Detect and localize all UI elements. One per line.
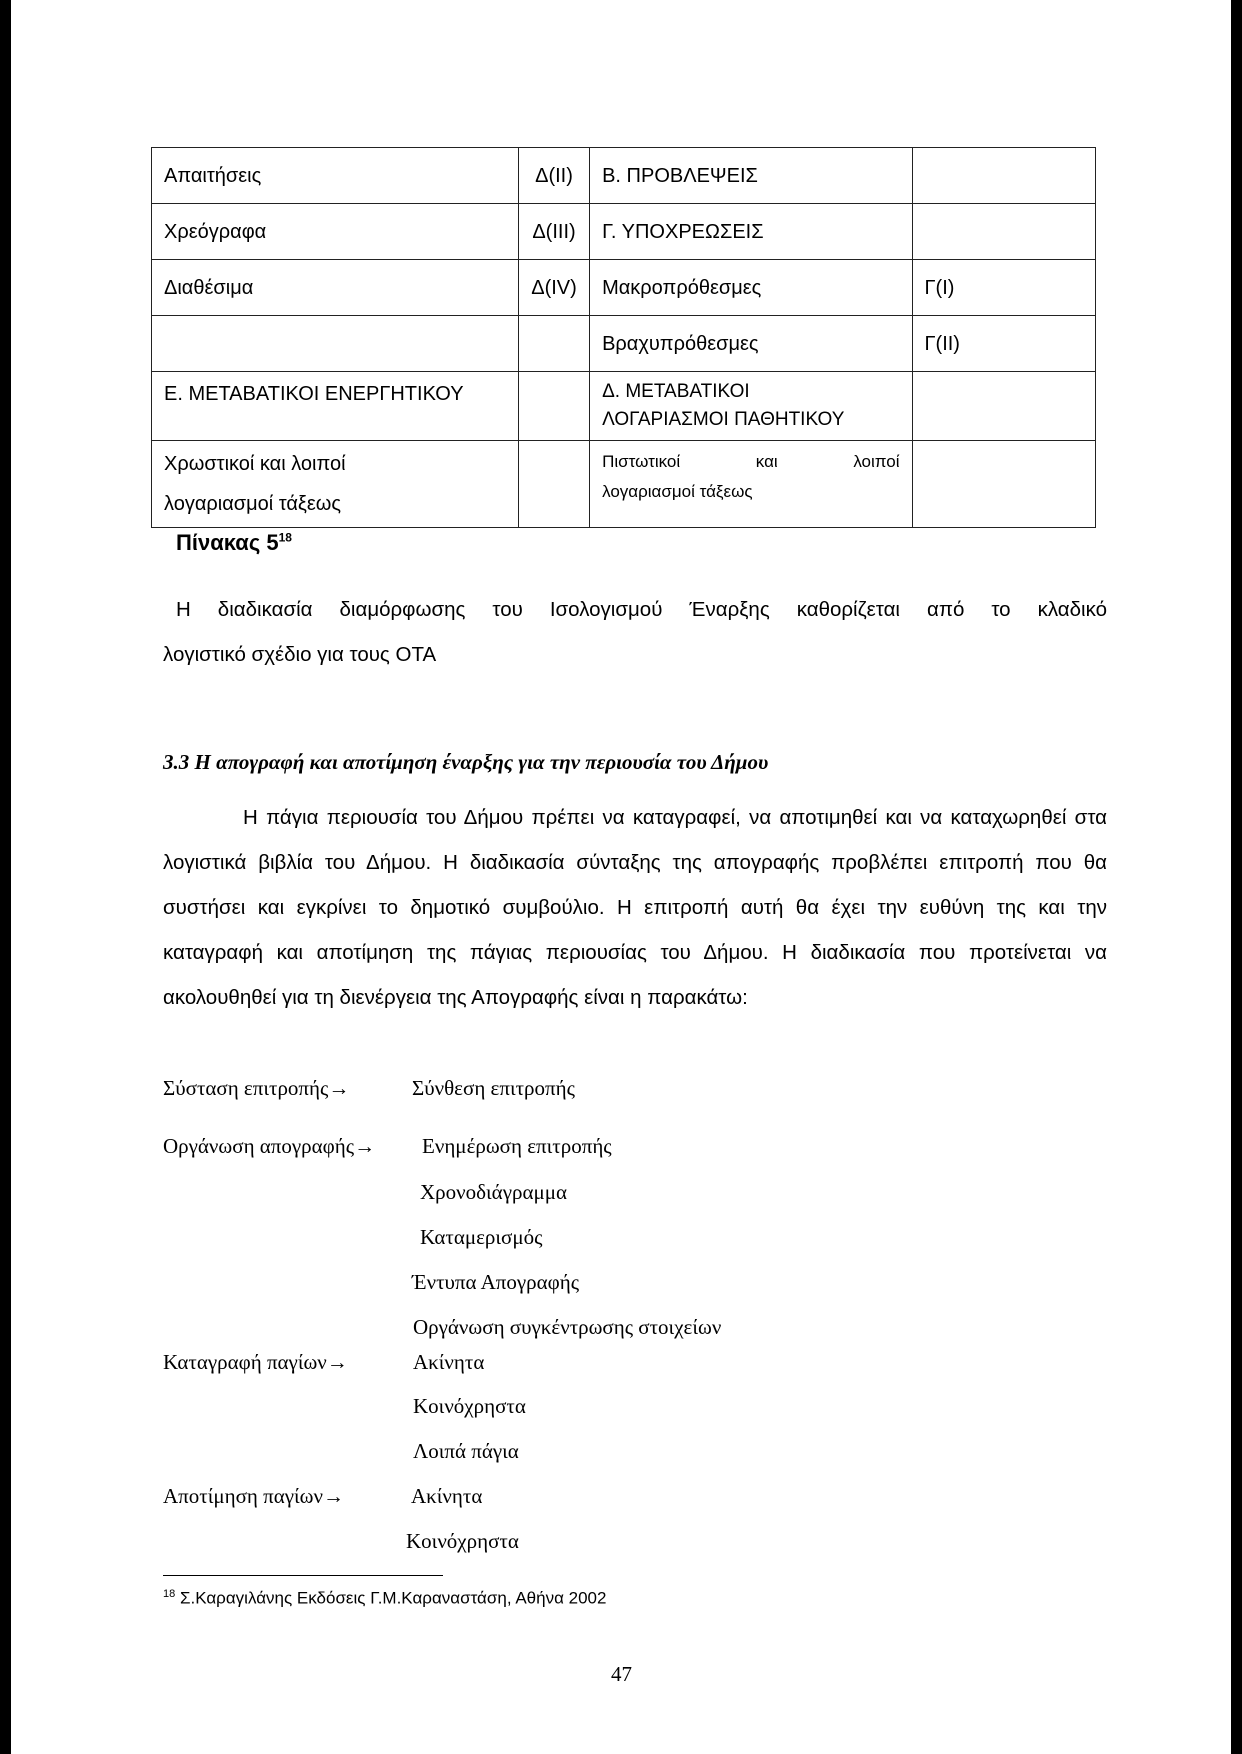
table-cell [912,372,1095,441]
footnote-ref: 18 [278,530,292,545]
procedure-step-label: Καταγραφή παγίων→ [163,1350,348,1374]
table-cell: Γ(II) [912,316,1095,372]
section-paragraph: Η πάγια περιουσία του Δήμου πρέπει να καταγραφεί, να αποτιμηθεί και να καταχωρηθεί στα λογιστικά βιβλία του Δήμου. Η διαδικασία σύνταξης της απογραφής προβλέπει επιτροπή που θα συστήσει και εγκρίνει το δημοτικό συμβούλιο. Η επιτροπή αυτή θα έχει την ευθύνη της και την καταγραφή και αποτίμηση της πάγιας περιουσίας του Δήμου. Η διαδικασία που προτείνεται να ακολουθηθεί για τη διενέργεια της Απογραφής είναι η παρακάτω: [163,806,1107,1009]
table-row [152,148,1096,204]
table-cell [590,372,912,441]
table-row [152,204,1096,260]
procedure-step-label: Αποτίμηση παγίων→ [163,1484,345,1508]
procedure-item: Ακίνητα [413,1350,485,1374]
footnote [163,1588,606,1609]
procedure-item: Καταμερισμός [420,1225,543,1249]
procedure-item: Ενημέρωση επιτροπής [422,1134,612,1158]
table-row [152,316,1096,372]
procedure-item: Σύνθεση επιτροπής [412,1076,575,1100]
table-cell: Διαθέσιμα [152,260,519,316]
table-cell-word: Πιστωτικοί [602,452,681,471]
table-cell [912,441,1095,528]
table-cell-line: λογαριασμοί τάξεως [164,493,342,515]
table-cell: Χρεόγραφα [152,204,519,260]
procedure-step-label: Σύσταση επιτροπής→ [163,1076,350,1100]
table-cell [912,148,1095,204]
table-cell-line [602,447,899,477]
table-cell [518,372,589,441]
table-cell [152,316,519,372]
footnote-number: 18 [163,1588,176,1600]
table-cell-word: λοιποί [853,452,900,471]
table-cell-line: Δ. ΜΕΤΑΒΑΤΙΚΟΙ [602,381,750,402]
table-row [152,260,1096,316]
table-cell: Δ(IV) [518,260,589,316]
table-cell-line: ΛΟΓΑΡΙΑΣΜΟΙ ΠΑΘΗΤΙΚΟΥ [602,409,845,430]
table-cell: Ε. ΜΕΤΑΒΑΤΙΚΟΙ ΕΝΕΡΓΗΤΙΚΟΥ [152,372,519,441]
procedure-item: Ακίνητα [411,1484,483,1508]
table-cell-word: και [755,452,778,471]
procedure-item: Έντυπα Απογραφής [412,1270,580,1294]
section-heading: 3.3 Η απογραφή και αποτίμηση έναρξης για την περιουσία του Δήμου [163,750,769,774]
intro-paragraph [163,587,1107,677]
footnote-text: Σ.Καραγιλάνης Εκδόσεις Γ.Μ.Καραναστάση, Αθήνα 2002 [179,1588,607,1608]
procedure-item: Κοινόχρηστα [406,1529,519,1553]
table-cell [518,316,589,372]
intro-line: Η διαδικασία διαμόρφωσης του Ισολογισμού Έναρξης καθορίζεται από το κλαδικό [176,598,1107,621]
table-cell: Μακροπρόθεσμες [590,260,912,316]
table-cell [590,441,912,528]
table-cell: Γ(I) [912,260,1095,316]
table-cell-line: λογαριασμοί τάξεως [602,482,753,501]
table-caption [176,530,292,556]
procedure-item: Κοινόχρηστα [413,1394,526,1418]
procedure-item: Χρονοδιάγραμμα [420,1180,567,1204]
balance-sheet-table [151,147,1096,528]
table-cell: Δ(II) [518,148,589,204]
table-cell: Γ. ΥΠΟΧΡΕΩΣΕΙΣ [590,204,912,260]
procedure-item: Οργάνωση συγκέντρωσης στοιχείων [413,1315,722,1339]
page-number: 47 [611,1662,632,1686]
table-cell: Δ(III) [518,204,589,260]
intro-line: λογιστικό σχέδιο για τους ΟΤΑ [163,643,437,666]
procedure-item: Λοιπά πάγια [413,1439,519,1463]
table-cell [912,204,1095,260]
table-cell: Β. ΠΡΟΒΛΕΨΕΙΣ [590,148,912,204]
table-row [152,372,1096,441]
table-cell: Απαιτήσεις [152,148,519,204]
table-cell [518,441,589,528]
procedure-step-label: Οργάνωση απογραφής→ [163,1134,376,1158]
document-sheet [11,0,1231,1754]
table-cell [152,441,519,528]
footnote-divider [163,1575,443,1576]
table-row [152,441,1096,528]
caption-text: Πίνακας 5 [176,530,279,555]
table-cell-line: Χρωστικοί και λοιποί [164,453,346,475]
table-cell: Βραχυπρόθεσμες [590,316,912,372]
